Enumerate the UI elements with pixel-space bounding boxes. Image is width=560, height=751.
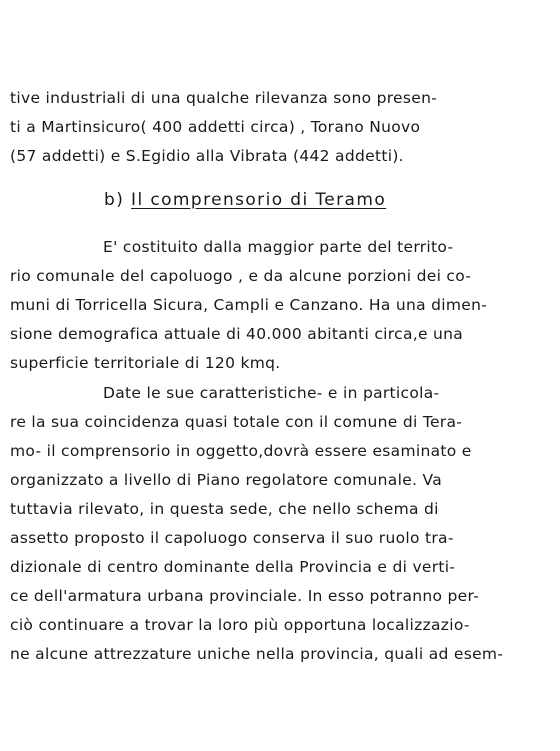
text-line-8: muni di Torricella Sicura, Campli e Canzano. Ha una dimen- — [10, 296, 488, 314]
text-line-7: rio comunale del capoluogo , e da alcune porzioni dei co- — [10, 267, 472, 285]
text-line-9: sione demografica attuale di 40.000 abitanti circa,e una — [10, 325, 464, 343]
text-line-11: Date le sue caratteristiche- e in particola- — [103, 384, 440, 402]
text-line-2: ti a Martinsicuro( 400 addetti circa) , Torano Nuovo — [10, 118, 421, 136]
text-line-19: ciò continuare a trovar la loro più opportuna localizzazio- — [10, 616, 470, 634]
text-line-12: re la sua coincidenza quasi totale con il comune di Tera- — [10, 413, 463, 431]
text-line-10: superficie territoriale di 120 kmq. — [10, 354, 281, 372]
text-line-6: E' costituito dalla maggior parte del territo- — [103, 238, 454, 256]
text-line-14: organizzato a livello di Piano regolatore comunale. Va — [10, 471, 442, 489]
text-line-13: mo- il comprensorio in oggetto,dovrà essere esaminato e — [10, 442, 472, 460]
heading-prefix: b) — [104, 190, 132, 210]
text-line-16: assetto proposto il capoluogo conserva il suo ruolo tra- — [10, 529, 454, 547]
text-line-18: ce dell'armatura urbana provinciale. In esso potranno per- — [10, 587, 480, 605]
text-line-20: ne alcune attrezzature uniche nella provincia, quali ad esem- — [10, 645, 504, 663]
text-line-15: tuttavia rilevato, in questa sede, che nello schema di — [10, 500, 439, 518]
text-line-17: dizionale di centro dominante della Provincia e di verti- — [10, 558, 456, 576]
section-heading — [104, 190, 386, 210]
heading-title: Il comprensorio di Teramo — [131, 190, 387, 210]
text-line-1: tive industriali di una qualche rilevanza sono presen- — [10, 89, 438, 107]
text-line-3: (57 addetti) e S.Egidio alla Vibrata (442 addetti). — [10, 147, 404, 165]
